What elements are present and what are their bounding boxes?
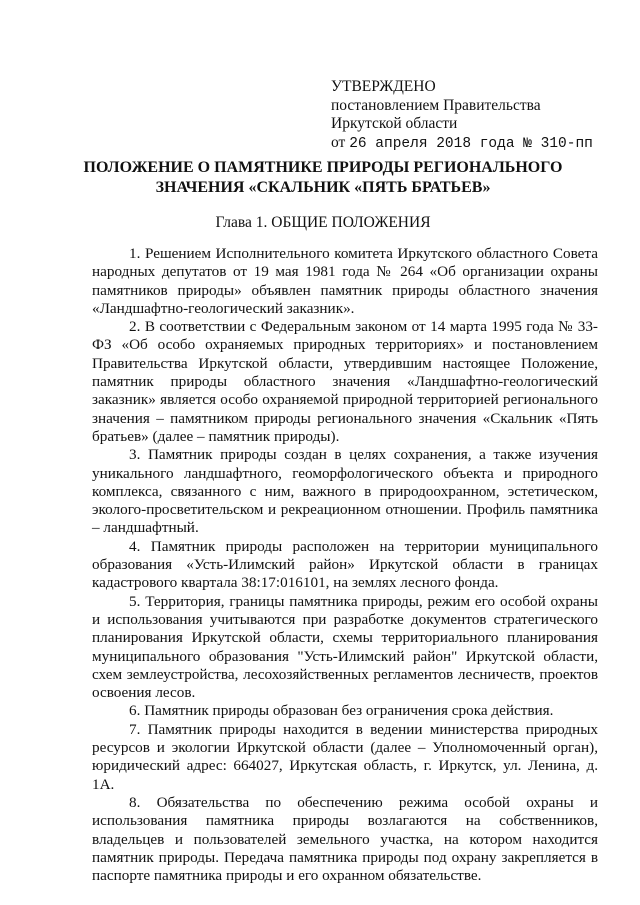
- approval-heading: УТВЕРЖДЕНО: [331, 78, 436, 95]
- paragraph: 7. Памятник природы находится в ведении министерства природных ресурсов и экологии Иркутской области (далее – Уполномоченный орган), юридический адрес: 664027, Иркутская область, г. Иркутск, ул. Ленина, д. 1А.: [92, 720, 598, 793]
- approval-date-prefix: от: [331, 133, 346, 151]
- title-line: ЗНАЧЕНИЯ «СКАЛЬНИК «ПЯТЬ БРАТЬЕВ»: [155, 178, 491, 196]
- approval-line: Иркутской области: [331, 115, 458, 132]
- paragraph: 2. В соответствии с Федеральным законом от 14 марта 1995 года № 33-ФЗ «Об особо охраняемых природных территориях» и постановлением Правительства Иркутской области, утвердившим настоящее Положение, памятник природы областного значения «Ландшафтно-геологический заказник» является особо охраняемой природной территорией регионального значения – памятником природы регионального значения «Скальник «Пять братьев» (далее – памятник природы).: [92, 318, 598, 445]
- paragraph: 1. Решением Исполнительного комитета Иркутского областного Совета народных депутатов от 19 мая 1981 года № 264 «Об организации охраны памятников природы» объявлен памятник природы областного значения «Ландшафтно-геологический заказник».: [92, 245, 598, 317]
- paragraph: 8. Обязательства по обеспечению режима особой охраны и использования памятника природы возлагаются на собственников, владельцев и пользователей земельного участка, на котором находится памятник природы. Передача памятника природы под охрану закрепляется в паспорте памятника природы и его охранном обязательстве.: [92, 793, 598, 885]
- approval-line: постановлением Правительства: [331, 96, 541, 114]
- paragraph: 3. Памятник природы создан в целях сохранения, а также изучения уникального ландшафтного, геоморфологического объекта и природного комплекса, связанного с ним, важного в природоохранном, эстетическом, эколого-просветительском и рекреационном отношении. Профиль памятника – ландшафтный.: [92, 446, 598, 537]
- chapter-heading: Глава 1. ОБЩИЕ ПОЛОЖЕНИЯ: [215, 214, 431, 231]
- paragraph: 6. Памятник природы образован без ограничения срока действия.: [129, 702, 554, 720]
- paragraph: 4. Памятник природы расположен на территории муниципального образования «Усть-Илимский район» Иркутской области в границах кадастрового квартала 38:17:016101, на землях лесного фонда.: [92, 537, 598, 592]
- title-line: ПОЛОЖЕНИЕ О ПАМЯТНИКЕ ПРИРОДЫ РЕГИОНАЛЬНОГО: [83, 159, 563, 176]
- document-title: [60, 158, 586, 197]
- paragraph: 5. Территория, границы памятника природы, режим его особой охраны и использования учитываются при разработке документов стратегического планирования Иркутской области, схемы территориального планирования муниципального образования "Усть-Илимский район" Иркутской области, схем землеустройства, лесохозяйственных регламентов лесничеств, проектов освоения лесов.: [92, 592, 598, 702]
- approval-date-line: [331, 134, 611, 154]
- approval-block: [331, 78, 611, 153]
- document-body: [92, 245, 598, 885]
- approval-date: 26 апреля 2018 года № 310-пп: [349, 135, 593, 152]
